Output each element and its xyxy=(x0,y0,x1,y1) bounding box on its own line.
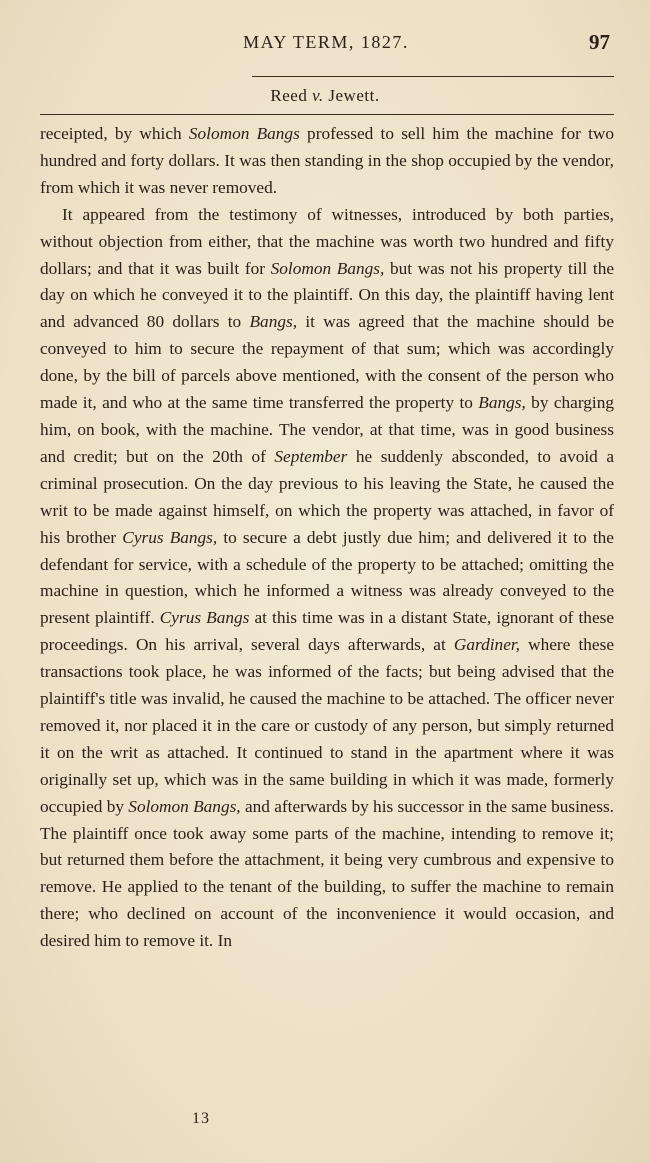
text-run: It appeared from the testimony of witnesses, introduced by both parties, without objection from either, that the machine was worth two hundred and fifty dollars; and that it was built for xyxy=(40,204,614,278)
case-title-rule xyxy=(40,114,614,115)
paragraph xyxy=(40,121,614,202)
italic-name: Bangs, xyxy=(478,393,526,413)
italic-name: Solomon Bangs xyxy=(188,124,300,143)
italic-name: Cyrus Bangs xyxy=(159,608,250,628)
text-run: receipted, by which xyxy=(40,124,189,143)
text-run: at this time was in a distant State, ignorant of these proceedings. On his arrival, several days afterwards, at xyxy=(40,608,615,655)
text-run: he suddenly absconded, to avoid a criminal prosecution. On the day previous to his leaving the State, he caused the writ to be made against himself, on which the property was attached, in favor of his brother xyxy=(40,446,614,547)
italic-name: Bangs, xyxy=(249,312,298,332)
case-versus: v. xyxy=(312,86,324,105)
italic-name: September xyxy=(274,446,348,466)
page-number: 97 xyxy=(589,30,610,54)
italic-name: Gardiner, xyxy=(453,635,520,655)
signature-mark: 13 xyxy=(192,1110,210,1127)
running-head xyxy=(40,30,612,60)
italic-name: Solomon Bangs, xyxy=(270,258,385,278)
running-head-title: MAY TERM, 1827. xyxy=(243,32,409,52)
text-run: where these transactions took place, he was informed of the facts; but being advised that the plaintiff's title was invalid, he caused the machine to be attached. The officer never removed it, nor placed it in the care or custody of any person, but simply returned it on the writ as attached. It continued to stand in the apartment where it was originally set up, which was in the same building in which it was made, formerly occupied by xyxy=(40,635,614,816)
italic-name: Solomon Bangs, xyxy=(128,796,241,816)
text-run: by charging him, on book, with the machine. The vendor, at that time, was in good business and credit; but on the 20th of xyxy=(40,393,614,466)
text-run: to secure a debt justly due him; and delivered it to the defendant for service, with a schedule of the property to be attached; omitting the machine in question, which he informed a witness was already conveyed to the present plaintiff. xyxy=(40,527,614,628)
header-rule xyxy=(252,76,614,77)
body-text xyxy=(40,121,614,955)
italic-name: Cyrus Bangs, xyxy=(122,527,218,547)
case-title xyxy=(0,86,650,106)
text-run: and afterwards by his successor in the same business. The plaintiff once took away some parts of the machine, intending to remove it; but returned them before the attachment, it being very cumbrous and expensive to remove. He applied to the tenant of the building, to suffer the machine to remain there; who declined on account of the inconvenience it would occasion, and desired him to remove it. In xyxy=(40,796,615,951)
paragraph xyxy=(40,202,614,955)
text-run: professed to sell him the machine for two hundred and forty dollars. It was then standing in the shop occupied by the vendor, from which it was never removed. xyxy=(40,124,614,197)
text-run: it was agreed that the machine should be conveyed to him to secure the repayment of that sum; which was accordingly done, by the bill of parcels above mentioned, with the consent of the person who made it, and who at the same time transferred the property to xyxy=(40,312,614,413)
case-defendant: Jewett. xyxy=(328,86,380,105)
case-plaintiff: Reed xyxy=(270,86,308,105)
text-run: but was not his property till the day on which he conveyed it to the plaintiff. On this day, the plaintiff having lent and advanced 80 dollars to xyxy=(40,258,615,332)
